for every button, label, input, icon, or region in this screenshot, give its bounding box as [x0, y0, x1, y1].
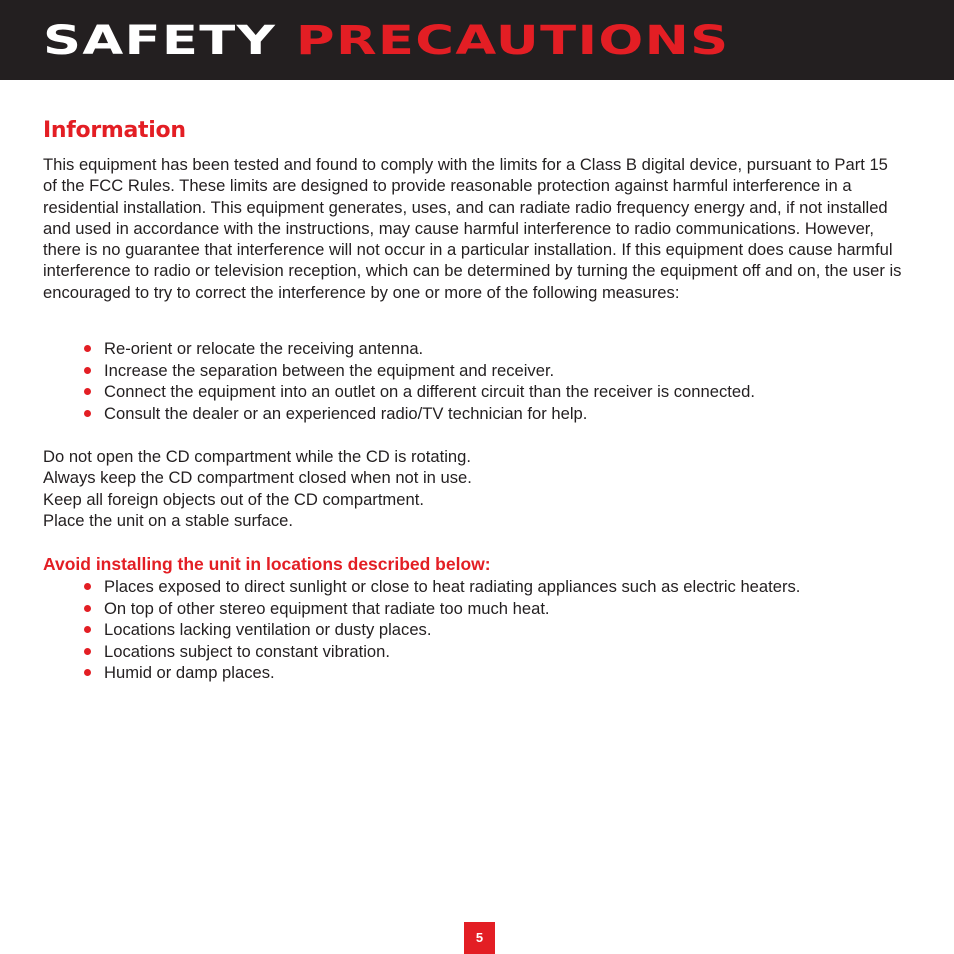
header-bar [0, 0, 954, 80]
cd-instruction-line: Always keep the CD compartment closed when not in use. [43, 468, 472, 488]
bullet-icon [84, 583, 91, 590]
list-item [84, 598, 800, 620]
list-item [84, 403, 755, 425]
list-item [84, 338, 755, 360]
cd-instruction-line: Do not open the CD compartment while the CD is rotating. [43, 447, 471, 466]
interference-measures-list [84, 338, 755, 424]
list-item-text: Re-orient or relocate the receiving antenna. [104, 339, 424, 358]
list-item-text: Increase the separation between the equipment and receiver. [104, 360, 555, 380]
fcc-paragraph: This equipment has been tested and found to comply with the limits for a Class B digital device, pursuant to Part 15 of the FCC Rules. These limits are designed to provide reasonable protection against harmful interference in a residential installation. This equipment generates, uses, and can radiate radio frequency energy and, if not installed and used in accordance with the instructions, may cause harmful interference to radio communications. However, there is no guarantee that interference will not occur in a particular installation. If this equipment does cause harmful interference to radio or television reception, which can be determined by turning the equipment off and on, the user is encouraged to try to correct the interference by one or more of the following measures: [43, 155, 902, 302]
bullet-icon [84, 410, 91, 417]
list-item-text: Locations subject to constant vibration. [104, 641, 390, 661]
list-item [84, 641, 800, 663]
cd-instruction-line: Place the unit on a stable surface. [43, 510, 293, 530]
avoid-locations-list [84, 576, 800, 684]
list-item-text: Connect the equipment into an outlet on a different circuit than the receiver is connected. [104, 382, 755, 402]
list-item-text: Consult the dealer or an experienced radio/TV technician for help. [104, 403, 588, 423]
list-item [84, 381, 755, 403]
bullet-icon [84, 345, 91, 352]
bullet-icon [84, 388, 91, 395]
list-item-text: Humid or damp places. [104, 663, 275, 683]
list-item [84, 619, 800, 641]
list-item-text: On top of other stereo equipment that radiate too much heat. [104, 598, 550, 618]
page-title-precautions: PRECAUTIONS [295, 18, 730, 64]
section-heading-information: Information [43, 118, 186, 143]
bullet-icon [84, 367, 91, 374]
list-item-text: Places exposed to direct sunlight or close to heat radiating appliances such as electric heaters. [104, 577, 801, 596]
bullet-icon [84, 648, 91, 655]
list-item [84, 360, 755, 382]
page-title [43, 17, 730, 65]
bullet-icon [84, 669, 91, 676]
page-number-badge: 5 [464, 922, 495, 954]
list-item [84, 662, 800, 684]
avoid-locations-heading: Avoid installing the unit in locations described below: [43, 554, 491, 574]
list-item [84, 576, 800, 598]
page-title-safety: SAFETY [43, 18, 277, 64]
bullet-icon [84, 605, 91, 612]
cd-instruction-line: Keep all foreign objects out of the CD compartment. [43, 489, 424, 509]
list-item-text: Locations lacking ventilation or dusty places. [104, 620, 432, 640]
bullet-icon [84, 626, 91, 633]
cd-instructions [43, 446, 472, 531]
